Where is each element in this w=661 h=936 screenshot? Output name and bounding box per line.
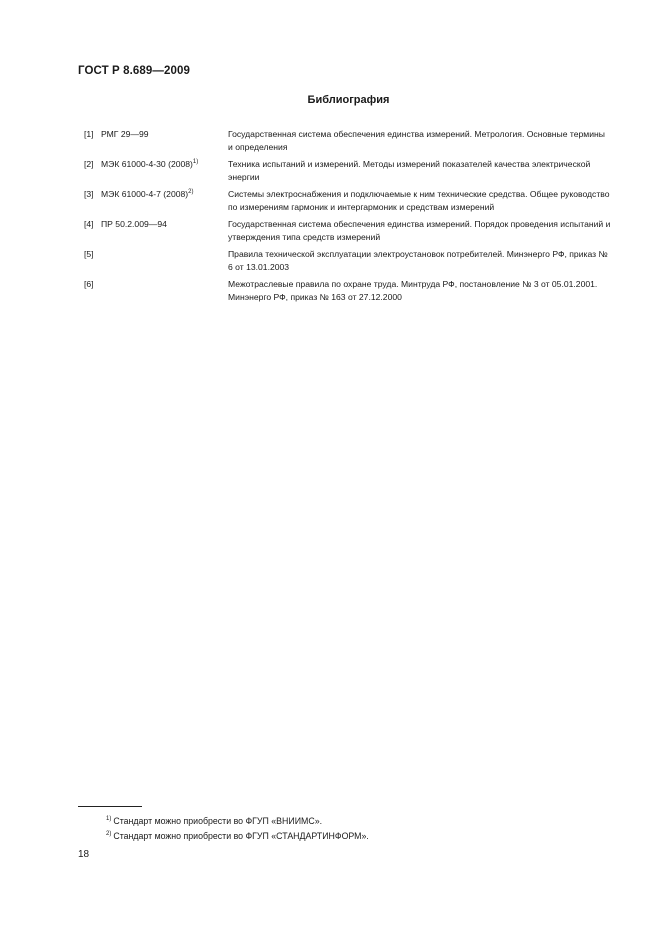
page-number: 18 [78, 849, 90, 860]
bibliography-entry [84, 128, 614, 154]
footnote-text: Стандарт можно приобрести во ФГУП «ВНИИМС». [113, 816, 323, 826]
entry-description: Межотраслевые правила по охране труда. Минтруда РФ, постановление № 3 от 05.01.2001. Минэнерго РФ, приказ № 163 от 27.12.2000 [228, 279, 598, 302]
standard-designation: ГОСТ Р 8.689—2009 [78, 65, 190, 77]
entry-number: [3] [84, 189, 94, 199]
footnote-marker: 2) [106, 831, 112, 837]
footnote [106, 829, 369, 844]
entry-reference: МЭК 61000-4-30 $(2008)^{1)}$ [101, 159, 199, 169]
footnote [106, 814, 369, 829]
entry-description: Государственная система обеспечения единства измерений. Порядок проведения испытаний и утверждения типа средств измерений [228, 219, 611, 242]
entry-reference: РМГ 29—99 [101, 129, 149, 139]
entry-reference: ПР 50.2.009—94 [101, 219, 167, 229]
bibliography-entry [84, 218, 614, 244]
footnotes [106, 814, 369, 844]
entry-number: [1] [84, 129, 94, 139]
entry-number: [5] [84, 249, 94, 259]
entry-number: [2] [84, 159, 94, 169]
entry-description: Системы электроснабжения и подключаемые к ним технические средства. Общее руководство по измерениям гармоник и интергармоник и средствам измерений [228, 189, 610, 212]
footnote-separator [78, 806, 142, 807]
bibliography-entry [84, 248, 614, 274]
bibliography-list [84, 128, 614, 304]
bibliography-entry [84, 278, 614, 304]
footnote-text: Стандарт можно приобрести во ФГУП «СТАНДАРТИНФОРМ». [113, 831, 369, 841]
entry-description: Государственная система обеспечения единства измерений. Метрология. Основные термины и определения [228, 129, 605, 152]
bibliography-title: Библиография [307, 94, 390, 106]
entry-reference: МЭК 61000-4-7 $(2008)^{2)}$ [101, 189, 194, 199]
bibliography-entry [84, 188, 614, 214]
entry-description: Правила технической эксплуатации электроустановок потребителей. Минэнерго РФ, приказ № 6 от 13.01.2003 [228, 249, 608, 272]
bibliography-entry [84, 158, 614, 184]
entry-description: Техника испытаний и измерений. Методы измерений показателей качества электрической энергии [228, 159, 591, 182]
footnote-marker: 2) [188, 189, 194, 195]
entry-number: [4] [84, 219, 94, 229]
footnote-marker: 1) [192, 159, 199, 165]
entry-number: [6] [84, 279, 94, 289]
footnote-marker: 1) [106, 816, 112, 822]
